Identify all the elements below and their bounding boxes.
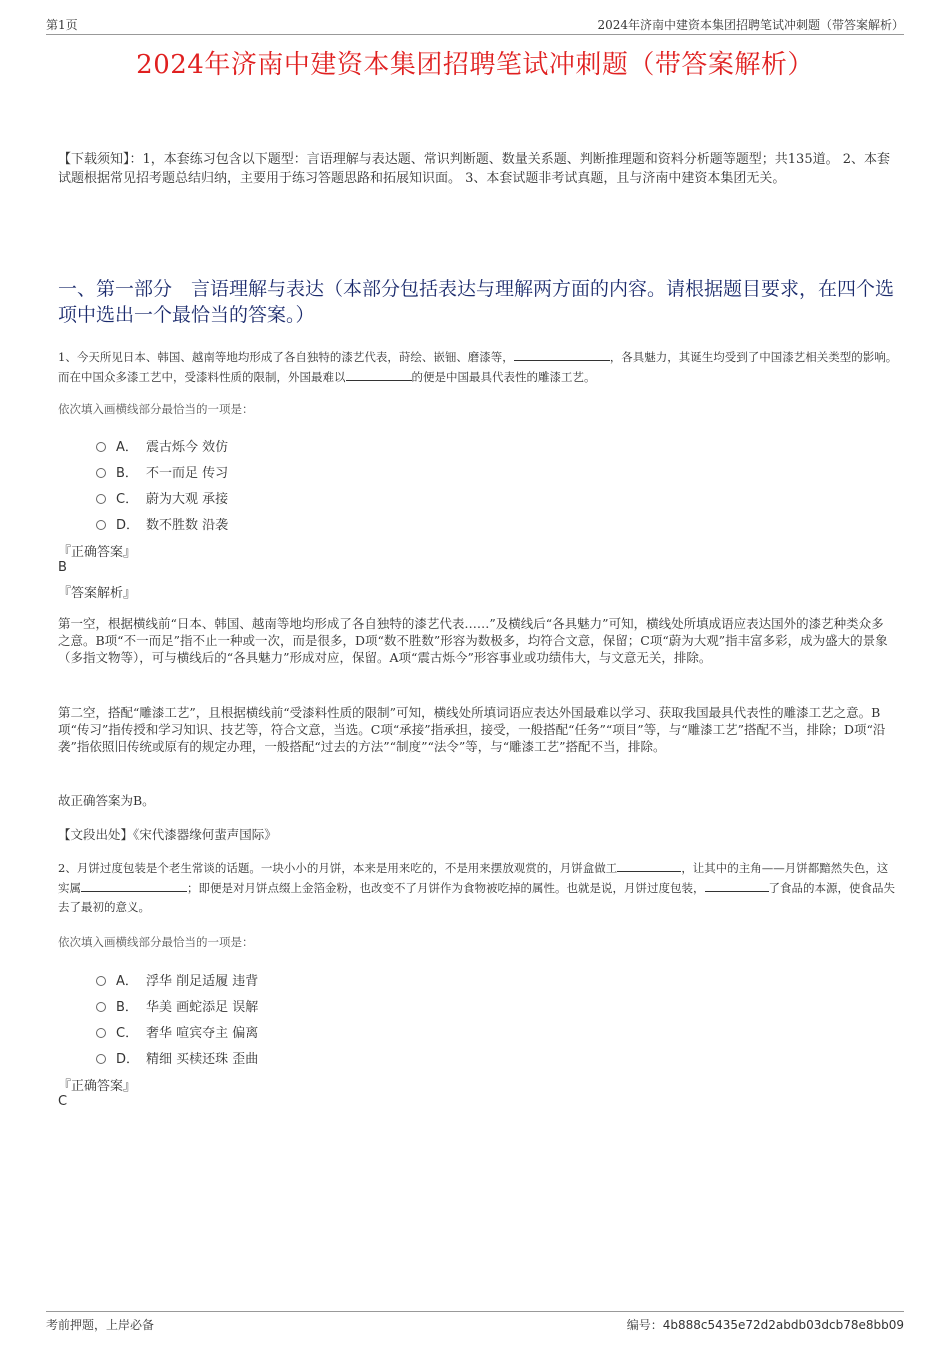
page-footer	[46, 1311, 904, 1336]
q1-option-b[interactable]: B． 不一而足 传习	[96, 458, 228, 484]
radio-icon[interactable]	[96, 494, 106, 504]
q2-text-d: 了食品的本源，使食品失去了最初的意义。	[58, 881, 895, 914]
q1-analysis-1: 第一空，根据横线前“日本、韩国、越南等地均形成了各自独特的漆艺代表……”及横线后“各具魅力”可知，横线处所填成语应表达国外的漆艺种类众多之意。B项“不一而足”指不止一种或一次，而是很多，D项“数不胜数”形容为数极多，均符合文意，保留；C项“蔚为大观”指丰富多彩，成为盛大的景象（多指文物等），可与横线后的“各具魅力”形成对应，保留。A项“震古烁今”形容事业或功绩伟大，与文意无关，排除。	[58, 616, 888, 665]
q2-option-b[interactable]: B． 华美 画蛇添足 误解	[96, 992, 258, 1018]
q2-blank-1	[617, 858, 681, 872]
q1-option-d[interactable]: D． 数不胜数 沿袭	[96, 510, 228, 536]
page-number: 第1页	[46, 18, 78, 32]
q2-blank-3	[705, 878, 769, 892]
header-doc-title: 2024年济南中建资本集团招聘笔试冲刺题（带答案解析）	[597, 18, 904, 32]
question-2-text	[58, 858, 898, 917]
q2-option-d[interactable]: D． 精细 买椟还珠 歪曲	[96, 1044, 258, 1070]
q1-source: 【文段出处】《宋代漆器缘何蜚声国际》	[58, 827, 277, 842]
download-notice: 【下载须知】：1，本套练习包含以下题型：言语理解与表达题、常识判断题、数量关系题、判断推理题和资料分析题等题型；共135道。 2、本套试题根据常见招考题总结归纳，主要用于练习答题思路和拓展知识面。 3、本套试题非考试真题，且与济南中建资本集团无关。	[58, 152, 890, 186]
q2-option-c[interactable]: C． 奢华 喧宾夺主 偏离	[96, 1018, 258, 1044]
page-header	[46, 14, 904, 35]
q1-prompt: 依次填入画横线部分最恰当的一项是：	[58, 402, 254, 416]
q2-prompt: 依次填入画横线部分最恰当的一项是：	[58, 935, 254, 949]
q1-answer-label: 『正确答案』	[58, 545, 137, 560]
question-1-text	[58, 347, 898, 387]
page-title: 2024年济南中建资本集团招聘笔试冲刺题（带答案解析）	[136, 50, 814, 80]
radio-icon[interactable]	[96, 1054, 106, 1064]
radio-icon[interactable]	[96, 1028, 106, 1038]
radio-icon[interactable]	[96, 442, 106, 452]
radio-icon[interactable]	[96, 976, 106, 986]
q1-option-c[interactable]: C． 蔚为大观 承接	[96, 484, 228, 510]
q2-text-c: ；即便是对月饼点缀上金箔金粉，也改变不了月饼作为食物被吃掉的属性。也就是说，月饼过度包装，	[187, 881, 705, 895]
q1-blank-1	[514, 347, 610, 361]
footer-code: 编号：4b888c5435e72d2abdb03dcb78e8bb09	[626, 1318, 904, 1332]
q2-option-a[interactable]: A． 浮华 削足适履 违背	[96, 966, 258, 992]
q1-text-c: 的便是中国最具代表性的雕漆工艺。	[411, 370, 596, 384]
q1-analysis-2: 第二空，搭配“雕漆工艺”，且根据横线前“受漆料性质的限制”可知，横线处所填词语应表达外国最难以学习、获取我国最具代表性的雕漆工艺之意。B项“传习”指传授和学习知识、技艺等，符合文意，当选。C项“承接”指承担，接受，一般搭配“任务”“项目”等，与“雕漆工艺”搭配不当，排除；D项“沿袭”指依照旧传统或原有的规定办理，一般搭配“过去的方法”“制度”“法令”等，与“雕漆工艺”搭配不当，排除。	[58, 705, 886, 754]
section-title: 一、第一部分 言语理解与表达（本部分包括表达与理解两方面的内容。请根据题目要求，在四个选项中选出一个最恰当的答案。）	[58, 278, 895, 326]
radio-icon[interactable]	[96, 1002, 106, 1012]
footer-slogan: 考前押题，上岸必备	[46, 1318, 155, 1332]
q1-analysis-label: 『答案解析』	[58, 586, 137, 601]
q2-options	[96, 966, 258, 1070]
radio-icon[interactable]	[96, 520, 106, 530]
q1-conclusion: 故正确答案为B。	[58, 793, 155, 808]
q2-blank-2	[81, 878, 187, 892]
q2-answer-label: 『正确答案』	[58, 1079, 137, 1094]
q2-answer: C	[58, 1094, 68, 1109]
q1-text-b: ，各具魅力，其诞生均受到了中国漆艺相关类型的影响。而在中国众多漆工艺中，受漆料性质的限制，外国最难以	[58, 350, 898, 384]
q2-text-a: 2、月饼过度包装是个老生常谈的话题。一块小小的月饼，本来是用来吃的，不是用来摆放观赏的，月饼盒做工	[58, 861, 618, 875]
radio-icon[interactable]	[96, 468, 106, 478]
q1-answer: B	[58, 560, 67, 575]
q1-options	[96, 432, 228, 536]
q1-blank-2	[346, 367, 412, 381]
q1-text-a: 1、今天所见日本、韩国、越南等地均形成了各自独特的漆艺代表，莳绘、嵌钿、磨漆等，	[58, 350, 514, 364]
q2-text-b: ，让其中的主角——月饼都黯然失色，这实属	[58, 861, 889, 895]
q1-option-a[interactable]: A． 震古烁今 效仿	[96, 432, 228, 458]
